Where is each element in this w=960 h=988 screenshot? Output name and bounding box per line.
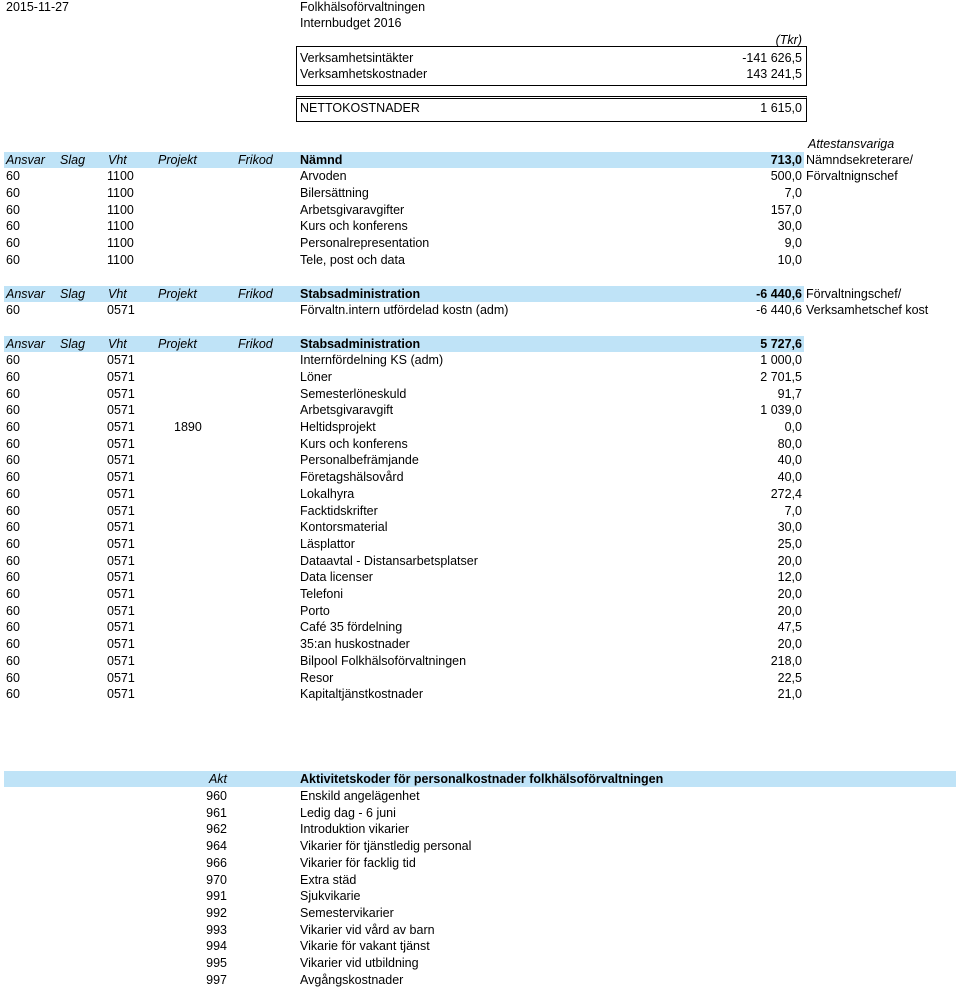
activity-row <box>0 788 960 805</box>
income-label: Verksamhetsintäkter <box>300 51 414 65</box>
col-ansvar: Ansvar <box>6 286 45 301</box>
cell-ansvar: 60 <box>6 403 20 418</box>
table-row <box>0 352 960 369</box>
col-slag: Slag <box>60 152 86 167</box>
table-row <box>0 386 960 403</box>
activity-label: Ledig dag - 6 juni <box>300 805 396 820</box>
document-date: 2015-11-27 <box>6 0 70 14</box>
col-frikod: Frikod <box>238 152 273 167</box>
activity-code: 962 <box>206 822 227 837</box>
activity-code: 992 <box>206 905 227 920</box>
table-row <box>0 452 960 469</box>
table-row <box>0 419 960 436</box>
cell-amount: 20,0 <box>777 553 802 568</box>
cell-slag: 1100 <box>107 236 134 250</box>
cell-name: Telefoni <box>300 587 344 601</box>
unit-label: (Tkr) <box>775 33 802 47</box>
activity-label: Introduktion vikarier <box>300 822 410 837</box>
cell-ansvar: 60 <box>6 553 20 568</box>
cell-amount: 7,0 <box>784 503 802 518</box>
activity-label: Sjukvikarie <box>300 889 361 904</box>
activity-row <box>0 905 960 922</box>
activity-code: 994 <box>206 939 227 954</box>
cell-ansvar: 60 <box>6 587 20 601</box>
cell-slag: 0571 <box>107 603 135 618</box>
table-row <box>0 185 960 202</box>
section-total: 713,0 <box>770 152 802 167</box>
col-ansvar: Ansvar <box>6 336 45 351</box>
table-row <box>0 503 960 520</box>
cell-amount: 0,0 <box>784 420 802 434</box>
cell-amount: 30,0 <box>777 219 802 234</box>
cell-amount: 40,0 <box>777 453 802 468</box>
cell-slag: 1100 <box>107 252 134 267</box>
section-attest: Förvaltningschef/ <box>806 286 902 301</box>
cell-slag: 0571 <box>107 486 135 501</box>
cell-ansvar: 60 <box>6 303 20 318</box>
table-row <box>0 553 960 570</box>
activity-row <box>0 922 960 939</box>
cell-slag: 0571 <box>107 520 135 535</box>
cell-name: Arbetsgivaravgift <box>300 403 394 418</box>
cell-amount: 10,0 <box>777 252 802 267</box>
cell-slag: 0571 <box>107 553 135 568</box>
cell-amount: 91,7 <box>777 386 802 401</box>
cell-ansvar: 60 <box>6 536 20 551</box>
cell-slag: 1100 <box>107 169 134 184</box>
cell-amount: 272,4 <box>770 486 802 501</box>
table-row <box>0 653 960 670</box>
cell-slag: 0571 <box>107 420 135 434</box>
table-row <box>0 486 960 503</box>
cell-amount: 30,0 <box>777 520 802 535</box>
cell-slag: 0571 <box>107 403 135 418</box>
cell-slag: 0571 <box>107 587 135 601</box>
col-vht: Vht <box>108 336 127 351</box>
cell-amount: 1 039,0 <box>760 403 802 418</box>
table-row <box>0 603 960 620</box>
activity-row <box>0 972 960 988</box>
activity-row <box>0 855 960 872</box>
cell-amount: 25,0 <box>777 536 802 551</box>
section-title: Nämnd <box>300 152 343 167</box>
activity-row <box>0 872 960 889</box>
table-row <box>0 586 960 603</box>
activity-code: 991 <box>206 889 227 904</box>
table-row <box>0 436 960 453</box>
document-subtitle: Internbudget 2016 <box>300 16 402 30</box>
cell-name: Porto <box>300 603 330 618</box>
cell-name: Semesterlöneskuld <box>300 386 407 401</box>
cell-ansvar: 60 <box>6 603 20 618</box>
cell-amount: 12,0 <box>777 570 802 585</box>
cell-ansvar: 60 <box>6 420 20 434</box>
table-row <box>0 519 960 536</box>
activity-label: Vikarier för facklig tid <box>300 855 416 870</box>
net-label: NETTOKOSTNADER <box>300 101 420 115</box>
col-projekt: Projekt <box>158 152 197 167</box>
cell-name: Bilpool Folkhälsoförvaltningen <box>300 653 467 668</box>
section-total: 5 727,6 <box>760 336 802 351</box>
cell-name: Bilersättning <box>300 185 369 200</box>
section-total: -6 440,6 <box>756 286 802 301</box>
table-row <box>0 469 960 486</box>
cell-attest: Verksamhetschef kost <box>806 303 929 318</box>
cell-ansvar: 60 <box>6 219 20 234</box>
cell-name: Heltidsprojekt <box>300 420 376 434</box>
cell-ansvar: 60 <box>6 503 20 518</box>
cell-slag: 0571 <box>107 653 135 668</box>
cell-name: Facktidskrifter <box>300 503 378 518</box>
cell-name: Internfördelning KS (adm) <box>300 353 444 368</box>
table-row <box>0 619 960 636</box>
col-frikod: Frikod <box>238 286 273 301</box>
cell-amount: 157,0 <box>770 202 802 217</box>
cell-projekt: 1890 <box>174 420 202 434</box>
activity-code: 964 <box>206 839 227 854</box>
cell-name: Personalrepresentation <box>300 236 430 250</box>
cell-ansvar: 60 <box>6 470 20 485</box>
cell-ansvar: 60 <box>6 369 20 384</box>
section-header-row <box>0 286 960 303</box>
table-row <box>0 536 960 553</box>
col-frikod: Frikod <box>238 336 273 351</box>
activity-label: Vikarier vid vård av barn <box>300 922 435 937</box>
costs-label: Verksamhetskostnader <box>300 67 428 81</box>
activity-code: 960 <box>206 789 227 803</box>
cell-name: Läsplattor <box>300 536 355 551</box>
cell-name: Dataavtal - Distansarbetsplatser <box>300 553 478 568</box>
cell-amount: 9,0 <box>784 236 802 250</box>
cell-slag: 0571 <box>107 637 135 652</box>
activity-label: Vikarier vid utbildning <box>300 956 419 970</box>
cell-amount: 20,0 <box>777 587 802 601</box>
cell-amount: 22,5 <box>777 670 802 685</box>
activity-label: Semestervikarier <box>300 905 394 920</box>
org-name: Folkhälsoförvaltningen <box>300 0 426 14</box>
cell-amount: 7,0 <box>784 185 802 200</box>
cell-name: Personalbefrämjande <box>300 453 419 468</box>
cell-slag: 0571 <box>107 353 135 368</box>
col-ansvar: Ansvar <box>6 152 45 167</box>
cell-name: Företagshälsovård <box>300 470 404 485</box>
cell-amount: 500,0 <box>770 169 802 184</box>
section-header-row <box>0 336 960 353</box>
cell-ansvar: 60 <box>6 670 20 685</box>
activity-code: 961 <box>206 805 227 820</box>
cell-ansvar: 60 <box>6 637 20 652</box>
activity-label: Avgångskostnader <box>300 972 404 987</box>
cell-amount: 20,0 <box>777 603 802 618</box>
cell-name: Förvaltn.intern utfördelad kostn (adm) <box>300 303 509 318</box>
table-row <box>0 302 960 319</box>
section-attest: Nämndsekreterare/ <box>806 152 913 167</box>
cell-slag: 0571 <box>107 536 135 551</box>
income-value: -141 626,5 <box>742 51 802 65</box>
col-slag: Slag <box>60 336 86 351</box>
col-vht: Vht <box>108 286 127 301</box>
net-value: 1 615,0 <box>760 101 802 115</box>
table-row <box>0 569 960 586</box>
cell-amount: -6 440,6 <box>756 303 802 318</box>
cell-slag: 0571 <box>107 436 135 451</box>
table-row <box>0 202 960 219</box>
cell-name: 35:an huskostnader <box>300 637 410 652</box>
activity-title: Aktivitetskoder för personalkostnader folkhälsoförvaltningen <box>300 772 664 786</box>
cell-slag: 0571 <box>107 670 135 685</box>
col-projekt: Projekt <box>158 286 197 301</box>
section-title: Stabsadministration <box>300 286 421 301</box>
cell-slag: 0571 <box>107 470 135 485</box>
cell-name: Lokalhyra <box>300 486 355 501</box>
activity-label: Vikarie för vakant tjänst <box>300 939 430 954</box>
table-row <box>0 252 960 269</box>
cell-ansvar: 60 <box>6 486 20 501</box>
cell-slag: 0571 <box>107 503 135 518</box>
cell-ansvar: 60 <box>6 169 20 184</box>
table-row <box>0 369 960 386</box>
cell-name: Resor <box>300 670 334 685</box>
activity-code: 993 <box>206 922 227 937</box>
table-row <box>0 168 960 185</box>
activity-label: Vikarier för tjänstledig personal <box>300 839 472 854</box>
activity-row <box>0 955 960 972</box>
activity-row <box>0 938 960 955</box>
cell-slag: 0571 <box>107 303 135 318</box>
cell-slag: 0571 <box>107 687 135 702</box>
costs-value: 143 241,5 <box>746 67 802 81</box>
activity-code: 995 <box>206 956 227 970</box>
cell-amount: 20,0 <box>777 637 802 652</box>
cell-name: Kurs och konferens <box>300 436 408 451</box>
cell-amount: 40,0 <box>777 470 802 485</box>
col-vht: Vht <box>108 152 127 167</box>
attest-header: Attestansvariga <box>808 137 895 151</box>
table-row <box>0 402 960 419</box>
activity-row <box>0 821 960 838</box>
cell-name: Data licenser <box>300 570 373 585</box>
activity-row <box>0 838 960 855</box>
cell-ansvar: 60 <box>6 353 20 368</box>
cell-ansvar: 60 <box>6 653 20 668</box>
cell-ansvar: 60 <box>6 570 20 585</box>
cell-ansvar: 60 <box>6 436 20 451</box>
activity-label: Extra städ <box>300 872 357 887</box>
cell-ansvar: 60 <box>6 453 20 468</box>
cell-slag: 0571 <box>107 570 135 585</box>
activity-label: Enskild angelägenhet <box>300 789 420 803</box>
section-header-row <box>0 152 960 169</box>
cell-ansvar: 60 <box>6 236 20 250</box>
cell-name: Kapitaltjänstkostnader <box>300 687 423 702</box>
cell-amount: 1 000,0 <box>760 353 802 368</box>
cell-name: Kontorsmaterial <box>300 520 388 535</box>
cell-slag: 1100 <box>107 185 134 200</box>
cell-name: Löner <box>300 369 332 384</box>
cell-name: Arvoden <box>300 169 347 184</box>
cell-slag: 1100 <box>107 202 134 217</box>
cell-slag: 1100 <box>107 219 134 234</box>
activity-code: 970 <box>206 872 227 887</box>
cell-name: Tele, post och data <box>300 252 405 267</box>
cell-amount: 80,0 <box>777 436 802 451</box>
activity-code-header: Akt <box>208 772 227 786</box>
activity-code: 997 <box>206 972 227 987</box>
activity-row <box>0 888 960 905</box>
activity-code: 966 <box>206 855 227 870</box>
table-row <box>0 670 960 687</box>
cell-ansvar: 60 <box>6 252 20 267</box>
cell-slag: 0571 <box>107 453 135 468</box>
cell-slag: 0571 <box>107 620 135 635</box>
cell-amount: 47,5 <box>777 620 802 635</box>
activity-row <box>0 805 960 822</box>
cell-ansvar: 60 <box>6 185 20 200</box>
table-row <box>0 235 960 252</box>
cell-amount: 218,0 <box>770 653 802 668</box>
cell-ansvar: 60 <box>6 386 20 401</box>
cell-ansvar: 60 <box>6 620 20 635</box>
cell-ansvar: 60 <box>6 687 20 702</box>
section-title: Stabsadministration <box>300 336 421 351</box>
table-row <box>0 686 960 703</box>
cell-ansvar: 60 <box>6 520 20 535</box>
cell-name: Kurs och konferens <box>300 219 408 234</box>
cell-attest: Förvaltnignschef <box>806 169 898 184</box>
cell-name: Café 35 fördelning <box>300 620 403 635</box>
cell-amount: 2 701,5 <box>760 369 802 384</box>
cell-ansvar: 60 <box>6 202 20 217</box>
col-slag: Slag <box>60 286 86 301</box>
cell-slag: 0571 <box>107 369 135 384</box>
cell-slag: 0571 <box>107 386 135 401</box>
table-row <box>0 218 960 235</box>
table-row <box>0 636 960 653</box>
col-projekt: Projekt <box>158 336 197 351</box>
cell-name: Arbetsgivaravgifter <box>300 202 405 217</box>
cell-amount: 21,0 <box>777 687 802 702</box>
